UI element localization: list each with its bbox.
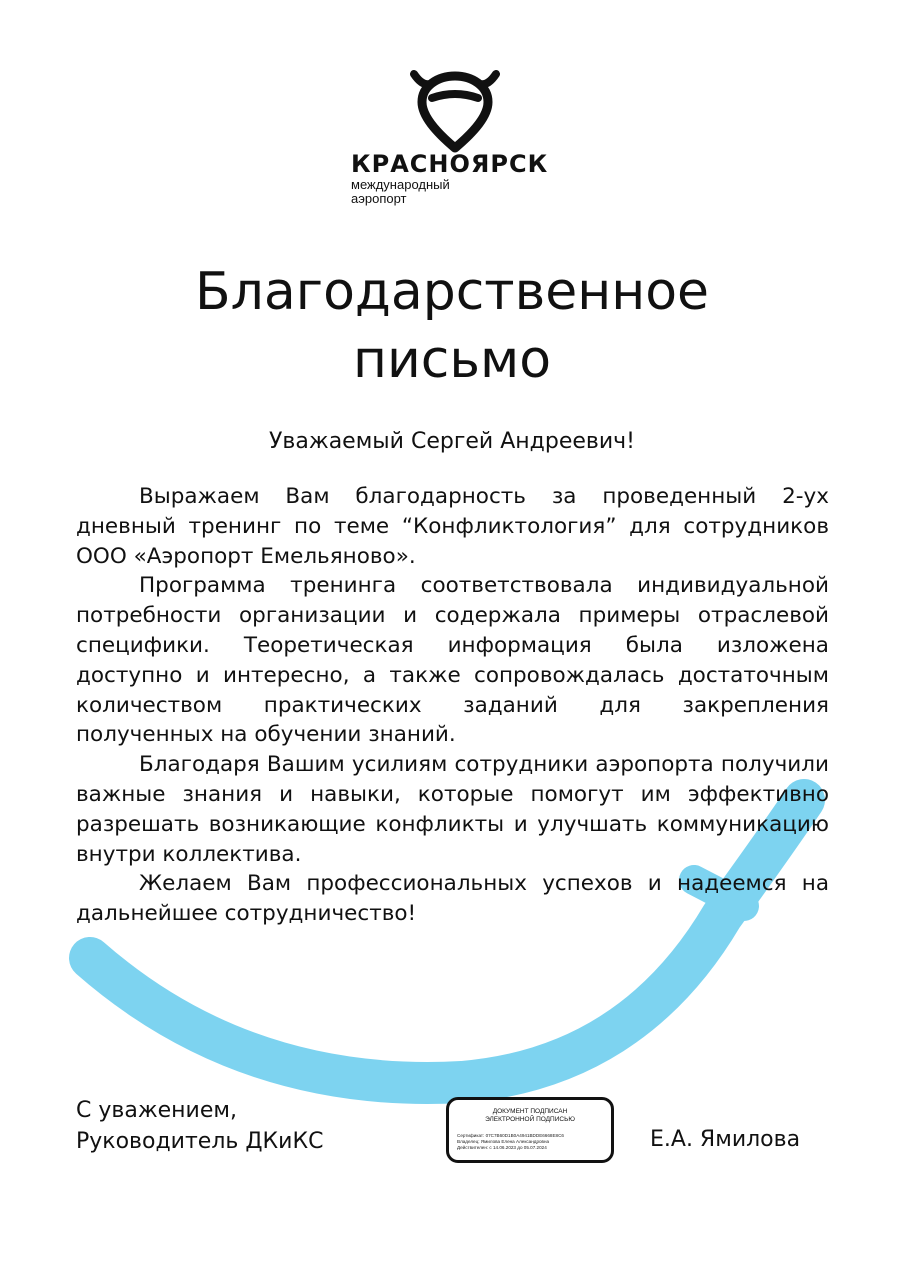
- stamp-heading-line2: ЭЛЕКТРОННОЙ ПОДПИСЬЮ: [485, 1116, 575, 1123]
- letter-title: [0, 258, 904, 394]
- title-line2: письмо: [352, 330, 552, 390]
- logo-city-name: КРАСНОЯРСК: [351, 150, 549, 178]
- logo-subtitle-line2: аэропорт: [351, 191, 407, 206]
- closing-block: [76, 1095, 323, 1157]
- stamp-details: [457, 1133, 611, 1151]
- stamp-heading-line1: ДОКУМЕНТ ПОДПИСАН: [492, 1108, 568, 1115]
- signer-name: Е.А. Ямилова: [650, 1127, 801, 1152]
- title-line1: Благодарственное: [194, 262, 710, 322]
- stamp-heading: [449, 1108, 611, 1124]
- letter-body: [76, 482, 829, 929]
- stamp-owner: Владелец: Ямилова Елена Александровна: [457, 1139, 550, 1144]
- stamp-validity: Действителен: с 14.06.2023 до 05.07.2024: [457, 1145, 547, 1150]
- closing-salutation: С уважением,: [76, 1098, 237, 1123]
- paragraph: Программа тренинга соответствовала индивидуальной потребности организации и содержала примеры отраслевой специфики. Теоретическая информация была изложена доступно и интересно, а также сопровождалась достаточным количеством практических заданий для закрепления полученных на обучении знаний.: [76, 573, 829, 748]
- paragraph: Благодаря Вашим усилиям сотрудники аэропорта получили важные знания и навыки, которые помогут им эффективно разрешать возникающие конфликты и улучшать коммуникацию внутри коллектива.: [76, 752, 829, 867]
- airport-logo-icon: [410, 68, 500, 154]
- stamp-certificate: Сертификат: 07C7B60D1B0A4941BDDE6668E8C6: [457, 1133, 564, 1138]
- airport-logo-text: [351, 150, 571, 206]
- greeting: Уважаемый Сергей Андреевич!: [269, 429, 635, 454]
- signer-position: Руководитель ДКиКС: [76, 1129, 324, 1154]
- paragraph: Желаем Вам профессиональных успехов и надеемся на дальнейшее сотрудничество!: [76, 871, 829, 927]
- electronic-signature-stamp: [446, 1097, 614, 1163]
- logo-subtitle-line1: международный: [351, 177, 450, 192]
- paragraph: Выражаем Вам благодарность за проведенный 2-ух дневный тренинг по теме “Конфликтология” для сотрудников ООО «Аэропорт Емельяново».: [76, 484, 829, 569]
